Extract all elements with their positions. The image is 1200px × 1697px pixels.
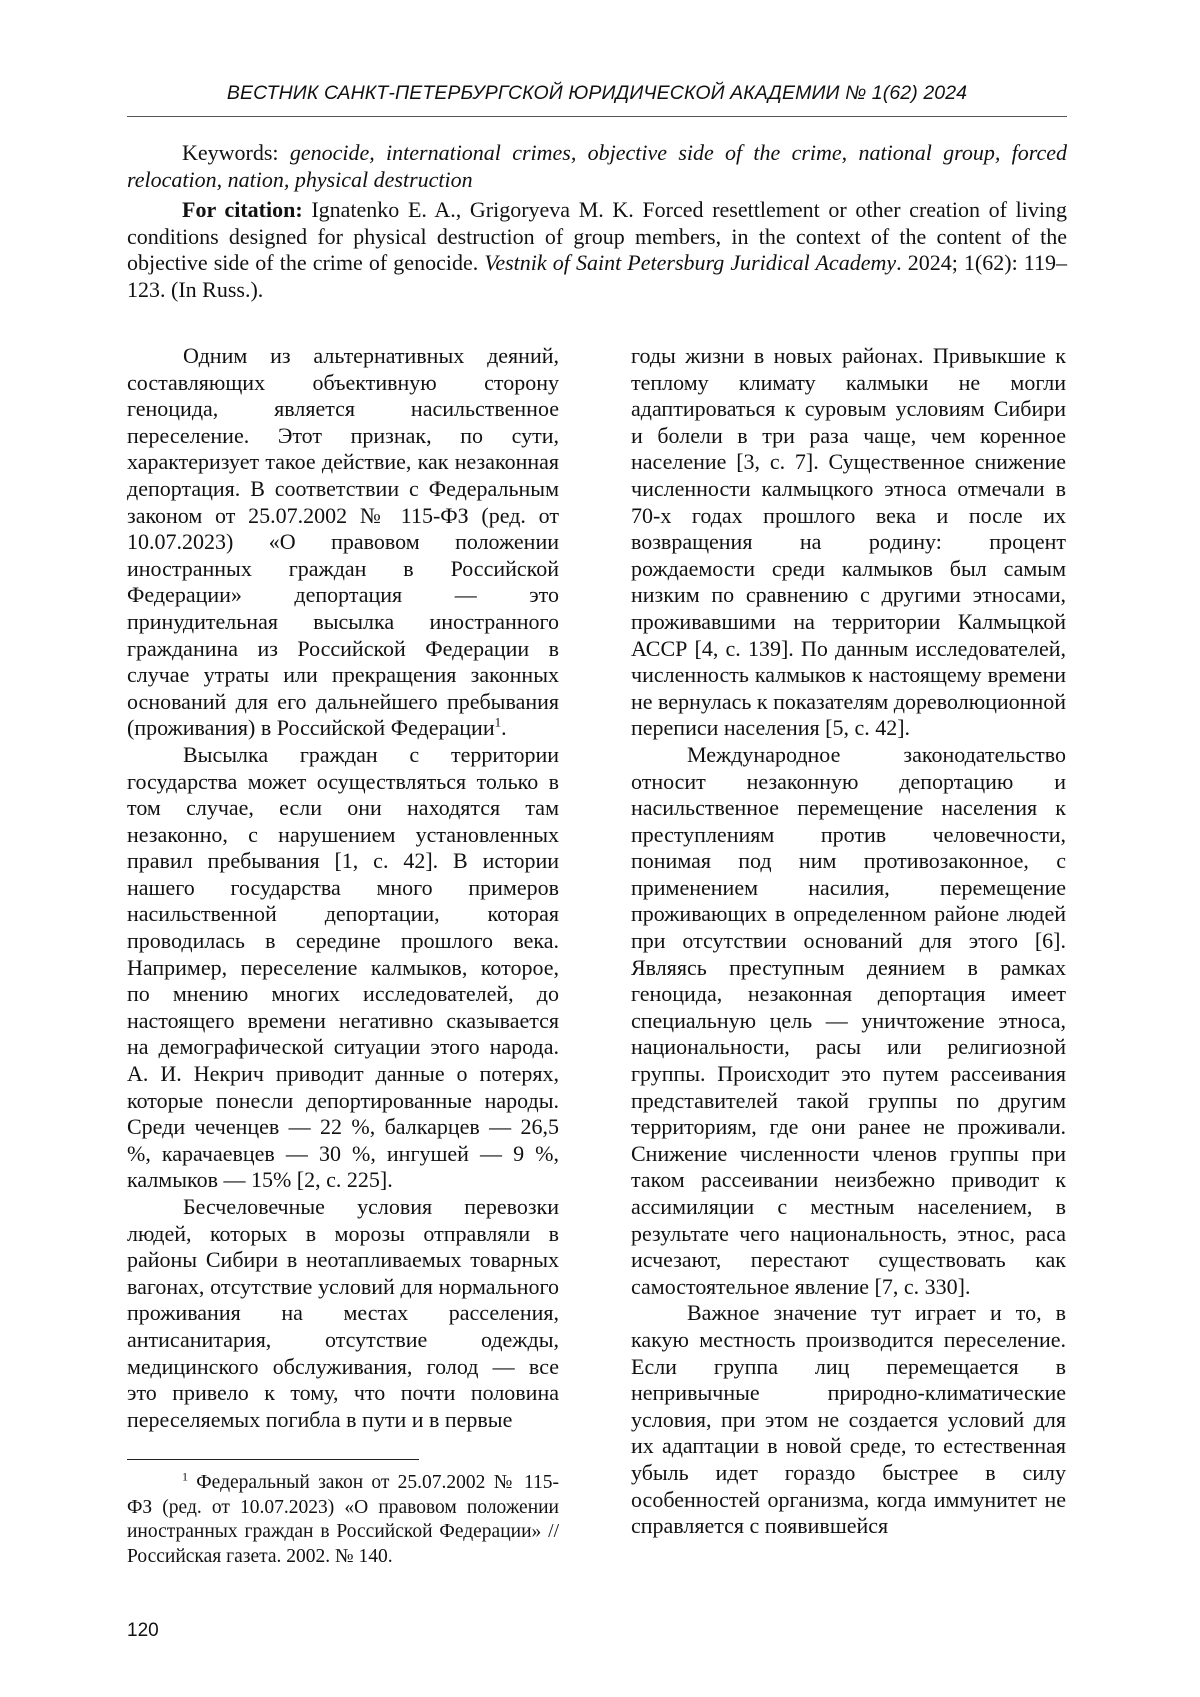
left-paragraph-1-text: Одним из альтернативных деяний, составляющих объективную сторону геноцида, является насильственное переселение. Этот признак, по сути, характеризует такое действие, как незаконная депортация. В соответствии с Федеральным законом от 25.07.2002 № 115-ФЗ (ред. от 10.07.2023) «О правовом положении иностранных граждан в Российской Федерации» депортация — это принудительная высылка иностранного гражданина из Российской Федерации в случае утраты или прекращения законных оснований для его дальнейшего пребывания (проживания) в Российской Федерации	[127, 343, 559, 741]
left-paragraph-1	[127, 343, 559, 742]
citation-paragraph	[127, 197, 1067, 303]
right-column	[631, 343, 1066, 1540]
footnote-ref[interactable]: 1	[494, 714, 502, 730]
right-paragraph-continued: годы жизни в новых районах. Привыкшие к теплому климату калмыки не могли адаптироваться к суровым условиям Сибири и болели в три раза чаще, чем коренное население [3, с. 7]. Существенное снижение численности калмыцкого этноса отмечали в 70-х годах прошлого века и после их возвращения на родину: процент рождаемости среди калмыков был самым низким по сравнению с другими этносами, проживавшими на территории Калмыцкой АССР [4, с. 139]. По данным исследователей, численность калмыков к настоящему времени не вернулась к показателям дореволюционной переписи населения [5, с. 42].	[631, 343, 1066, 741]
keywords-text: genocide, international crimes, objective side of the crime, national group, forced relocation, nation, physical destruction	[127, 140, 1067, 192]
keywords-label: Keywords:	[182, 140, 279, 165]
left-paragraph-2: Высылка граждан с территории государства может осуществляться только в том случае, если они находятся там незаконно, с нарушением установленных правил пребывания [1, с. 42]. В истории нашего государства много примеров насильственной депортации, которая проводилась в середине прошлого века. Например, переселение калмыков, которое, по мнению многих исследователей, до настоящего времени негативно сказывается на демографической ситуации этого народа. А. И. Некрич приводит данные о потерях, которые понесли депортированные народы. Среди чеченцев — 22 %, балкарцев — 26,5 %, карачаевцев — 30 %, ингушей — 9 %, калмыков — 15% [2, с. 225].	[127, 741, 559, 1193]
page-number: 120	[127, 1620, 159, 1641]
header-divider	[127, 116, 1067, 117]
citation-tail: . 2024; 1(62): 119–123. (In Russ.).	[127, 250, 1067, 302]
left-paragraph-1-end: .	[501, 715, 507, 741]
abstract-block	[127, 140, 1067, 303]
left-column	[127, 343, 559, 1433]
footnote-divider	[127, 1459, 419, 1460]
citation-journal: Vestnik of Saint Petersburg Juridical Academy	[484, 250, 897, 275]
citation-text: Ignatenko E. A., Grigoryeva M. K. Forced resettlement or other creation of living conditions designed for physical destruction of group members, in the context of the content of the objective side of the crime of genocide.	[127, 197, 1067, 275]
running-header: ВЕСТНИК САНКТ-ПЕТЕРБУРГСКОЙ ЮРИДИЧЕСКОЙ АКАДЕМИИ № 1(62) 2024	[226, 82, 968, 104]
footnote-paragraph	[127, 1471, 559, 1569]
footnote-number: 1	[182, 1469, 188, 1484]
right-paragraph-2: Международное законодательство относит незаконную депортацию и насильственное перемещение населения к преступлениям против человечности, понимая под ним противозаконное, с применением насилия, перемещение проживающих в определенном районе людей при отсутствии оснований для этого [6]. Являясь преступным деянием в рамках геноцида, незаконная депортация имеет специальную цель — уничтожение этноса, национальности, расы или религиозной группы. Происходит это путем рассеивания представителей такой группы по другим территориям, где они ранее не проживали. Снижение численности членов группы при таком рассеивании неизбежно приводит к ассимиляции с местным населением, в результате чего национальность, этнос, раса исчезают, перестают существовать как самостоятельное явление [7, с. 330].	[631, 741, 1066, 1299]
keywords-paragraph	[127, 140, 1067, 193]
left-paragraph-3: Бесчеловечные условия перевозки людей, которых в морозы отправляли в районы Сибири в неотапливаемых товарных вагонах, отсутствие условий для нормального проживания на местах расселения, антисанитария, отсутствие одежды, медицинского обслуживания, голод — все это привело к тому, что почти половина переселяемых погибла в пути и в первые	[127, 1194, 559, 1432]
right-paragraph-3: Важное значение тут играет и то, в какую местность производится переселение. Если группа лиц перемещается в непривычные природно-климатические условия, при этом не создается условий для их адаптации в новой среде, то естественная убыль идет гораздо быстрее в силу особенностей организма, когда иммунитет не справляется с появившейся	[631, 1300, 1066, 1539]
citation-label: For citation:	[182, 197, 303, 222]
footnote	[127, 1471, 559, 1569]
footnote-text: Федеральный закон от 25.07.2002 № 115-ФЗ (ред. от 10.07.2023) «О правовом положении иностранных граждан в Российской Федерации» // Российская газета. 2002. № 140.	[127, 1472, 559, 1567]
